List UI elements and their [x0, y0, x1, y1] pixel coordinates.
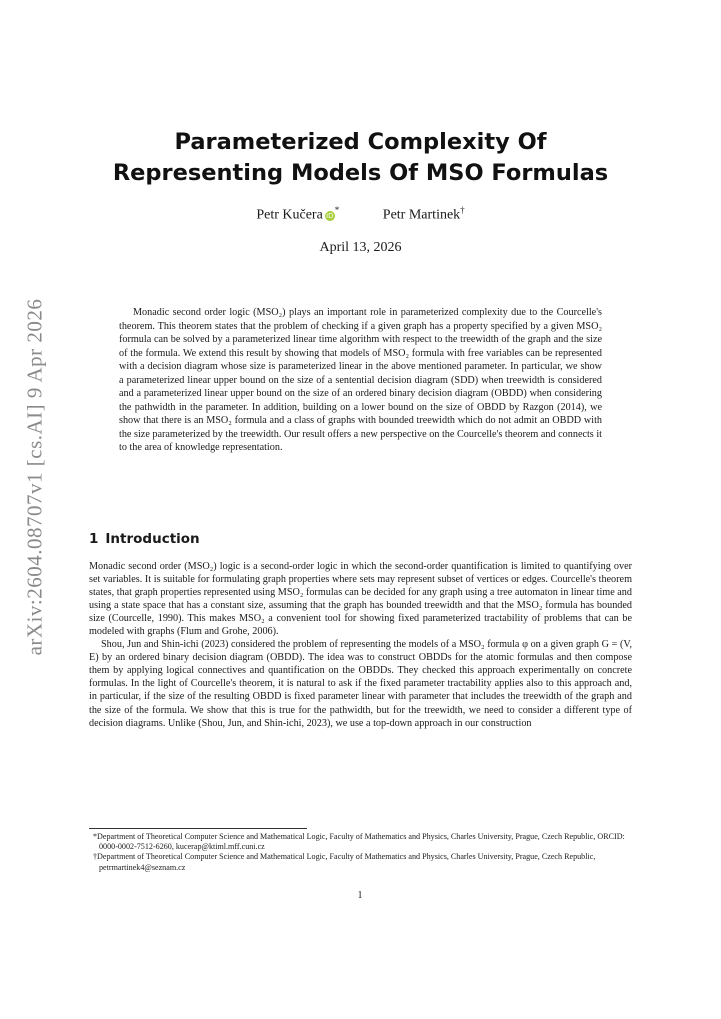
arxiv-stamp	[20, 298, 50, 656]
author-2	[383, 205, 465, 224]
footnote-1: *Department of Theoretical Computer Science and Mathematical Logic, Faculty of Mathematics and Physics, Charles University, Prague, Czech Republic, ORCID: 0000-0002-7512-6260, kucerap@ktiml.mff.cuni.cz	[93, 832, 625, 852]
footnotes	[89, 832, 632, 873]
paper-date: April 13, 2026	[319, 240, 402, 255]
section-body	[89, 560, 632, 730]
paragraph: Shou, Jun and Shin-ichi (2023) considered the problem of representing the models of a MSO₂ formula φ on a given graph G = (V, E) by an ordered binary decision diagram (OBDD). The idea was to construct OBDDs for the atomic formulas and then compose them by applying logical connectives and quantification on the OBDDs. They checked this approach experimentally on concrete formulas. In the light of Courcelle's theorem, it is natural to ask if the fixed parameter tractability applies also to this approach and, in particular, if the size of the resulting OBDD is fixed parameter linear with parameter that includes the treewidth of the graph and the size of the formula. We show that this is true for the pathwidth, but for the treewidth, we need to consider a different type of decision diagrams. Unlike (Shou, Jun, and Shin-ichi, 2023), we use a top-down approach in our construction	[89, 639, 632, 729]
footnote-2: †Department of Theoretical Computer Science and Mathematical Logic, Faculty of Mathematics and Physics, Charles University, Prague, Czech Republic, petrmartinek4@seznam.cz	[93, 852, 596, 872]
section-number: 1	[89, 531, 99, 547]
author-2-footnote-mark: †	[460, 205, 465, 215]
author-2-name: Petr Martinek	[382, 207, 461, 223]
author-list	[90, 205, 631, 224]
page-number: 1	[357, 890, 363, 901]
abstract: Monadic second order logic (MSO₂) plays an important role in parameterized complexity due to the Courcelle's theorem. This theorem states that the problem of checking if a given graph has a property specified by a given MSO₂ formula can be solved by a parameterized linear time algorithm with respect to the treewidth of the graph and the size of the formula. We extend this result by showing that models of MSO₂ formula with free variables can be represented with a decision diagram whose size is parameterized linear in the above mentioned parameter. In particular, we show a parameterized linear upper bound on the size of a sentential decision diagram (SDD) when treewidth is considered and a parameterized linear upper bound on the size of an ordered binary decision diagram (OBDD) when considering the pathwidth in the parameter. In addition, building on a lower bound on the size of OBDD by Razgon (2014), we show that there is an MSO₂ formula and a class of graphs with bounded treewidth which do not admit an OBDD with the size parameterized by the treewidth. Our result offers a new perspective on the Courcelle's theorem and connects it to the area of knowledge representation.	[119, 307, 602, 454]
author-1-footnote-mark: *	[334, 205, 340, 215]
section-title: Introduction	[105, 531, 200, 547]
paper-title: Parameterized Complexity Of Representing Models Of MSO Formulas	[112, 129, 609, 186]
author-1-name: Petr Kučera	[256, 207, 323, 223]
arxiv-id: arXiv:2604.08707v1 [cs.AI] 9 Apr 2026	[22, 298, 47, 656]
author-1	[256, 205, 339, 224]
paragraph: Monadic second order (MSO₂) logic is a second-order logic in which the second-order quantification is limited to quantifying over set variables. It is suitable for formulating graph properties where sets may represent subset of vertices or edges. Courcelle's theorem states, that graph properties represented using MSO₂ formulas can be decided for any graph using a tree automaton in linear time and using a state space that has a constant size, assuming that the graph has bounded treewidth and that the MSO₂ formula has bounded size (Courcelle, 1990). This makes MSO₂ a convenient tool for showing fixed parameterized tractability of problems that can be modeled with graphs (Flum and Grohe, 2006).	[89, 561, 632, 638]
section-heading	[89, 531, 200, 547]
footnote-divider	[89, 828, 307, 829]
orcid-icon[interactable]: iD	[326, 211, 334, 220]
